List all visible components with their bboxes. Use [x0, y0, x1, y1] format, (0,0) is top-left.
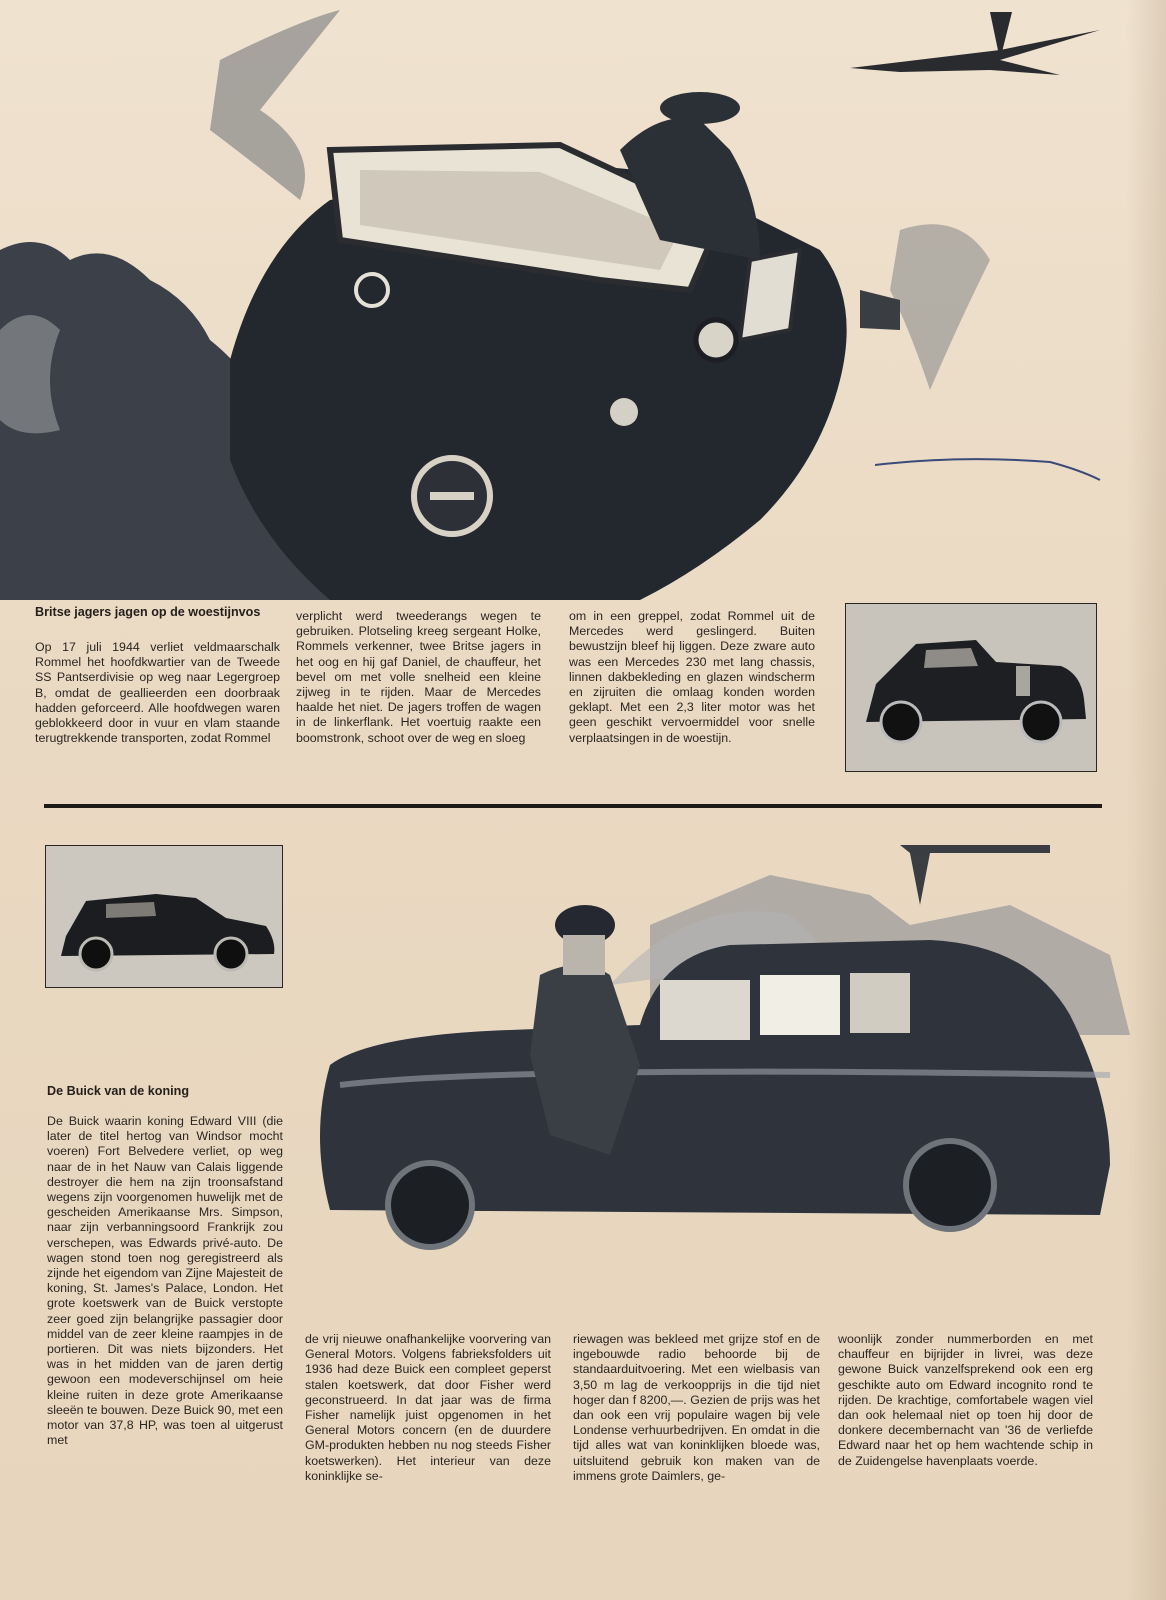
illustration-mercedes-attack [0, 0, 1166, 600]
section-heading-rommel: Britse jagers jagen op de woestijnvos [35, 605, 261, 619]
text-column-intro: De Buick waarin koning Edward VIII (die later de titel hertog van Windsor mocht voeren) Fort Belvedere verliet, op weg naar de in het Nauw van Calais liggende destroyer die hem na zijn troonsafstand wegens zijn voorgenomen huwelijk met de gescheiden Amerikaanse Mrs. Simpson, naar zijn verbanningsoord Frankrijk zou verschepen, was Edwards privé-auto. De wagen stond toen nog geregistreerd als zijnde het eigendom van Zijne Majesteit de koning, St. James's Palace, London. Het grote koetswerk van de Buick verstopte zeer goed zijn belangrijke passagier door middel van de zeer kleine raampjes in de portieren. Dit was niets bijzonders. Het was in het midden van de jaren dertig gewoon een modeverschijnsel om heie kleine ruiten in deze grote Amerikaanse sleeën te bouwen. Deze Buick 90, met een motor van 37,8 HP, was toen al uitgerust met [47, 1114, 283, 1448]
text-column-5: riewagen was bekleed met grijze stof en de ingebouwde radio behoorde bij de standaarduitvoering. Met een wielbasis van 3,50 m lag de verkoopprijs in die tijd niet hoger dan f 8200,—. Gezien de prijs was het dan ook een vrij populaire wagen bij vele Londense verhuurbedrijven. En omdat in die tijd alles wat van koninklijken bloede was, uitsluitend gebruik kon maken van de immens grote Daimlers, ge- [573, 1332, 820, 1483]
airplane-icon [850, 12, 1100, 75]
text-column-3: om in een greppel, zodat Rommel uit de Mercedes werd geslingerd. Buiten bewustzijn bleef hij liggen. Deze zware auto was een Mercedes 230 met lang chassis, linnen dakbekleding en glazen windscherm en zijruiten die omlaag konden worden geklapt. Met een 2,3 liter motor was het geen geschikt vervoermiddel voor snelle verplaatsingen in de woestijn. [569, 609, 815, 745]
illustration-buick-king [310, 835, 1140, 1255]
photo-mercedes-230 [845, 603, 1097, 772]
text-column-1: Op 17 juli 1944 verliet veldmaarschalk Rommel het hoofdkwartier van de Tweede SS Pantserdivisie op weg naar Legergroep B, omdat de geallieerden een doorbraak hadden geforceerd. Alle hoofdwegen waren geblokkeerd door in vuur en vlam staande terugtrekkende transporten, zodat Rommel [35, 640, 280, 746]
text-column-2: verplicht werd tweederangs wegen te gebruiken. Plotseling kreeg sergeant Holke, Rommels verkenner, twee Britse jagers in het oog en hij gaf Daniel, de chauffeur, het bevel om met volle snelheid een kleine zijweg in te rijden. Maar de Mercedes haalde het niet. De jagers troffen de wagen in de linkerflank. Het voertuig raakte een boomstronk, schoot over de weg en sloeg [296, 609, 541, 745]
text-column-4: de vrij nieuwe onafhankelijke voorvering van General Motors. Volgens fabrieksfolders uit 1936 had deze Buick een compleet geperst stalen koetswerk, dat door Fisher werd geconstrueerd. In dat jaar was de firma Fisher namelijk juist opgenomen in het General Motors concern (en de duurdere GM-produkten hebben nu nog steeds Fisher koetswerken). Het interieur van deze koninklijke se- [305, 1332, 551, 1483]
text-column-6: woonlijk zonder nummerborden en met chauffeur en bijrijder in livrei, was deze gewone Buick vanzelfsprekend ook een erg geschikte auto om Edward incognito rond te rijden. De krachtige, comfortabele wagen viel dan ook helemaal niet op toen hij door de donkere decembernacht van '36 de verliefde Edward naar het op hem wachtende schip in de Zuidengelse havenplaats voerde. [838, 1332, 1093, 1468]
section-divider [44, 804, 1102, 808]
photo-buick-90 [45, 845, 283, 988]
section-heading-buick: De Buick van de koning [47, 1084, 190, 1098]
